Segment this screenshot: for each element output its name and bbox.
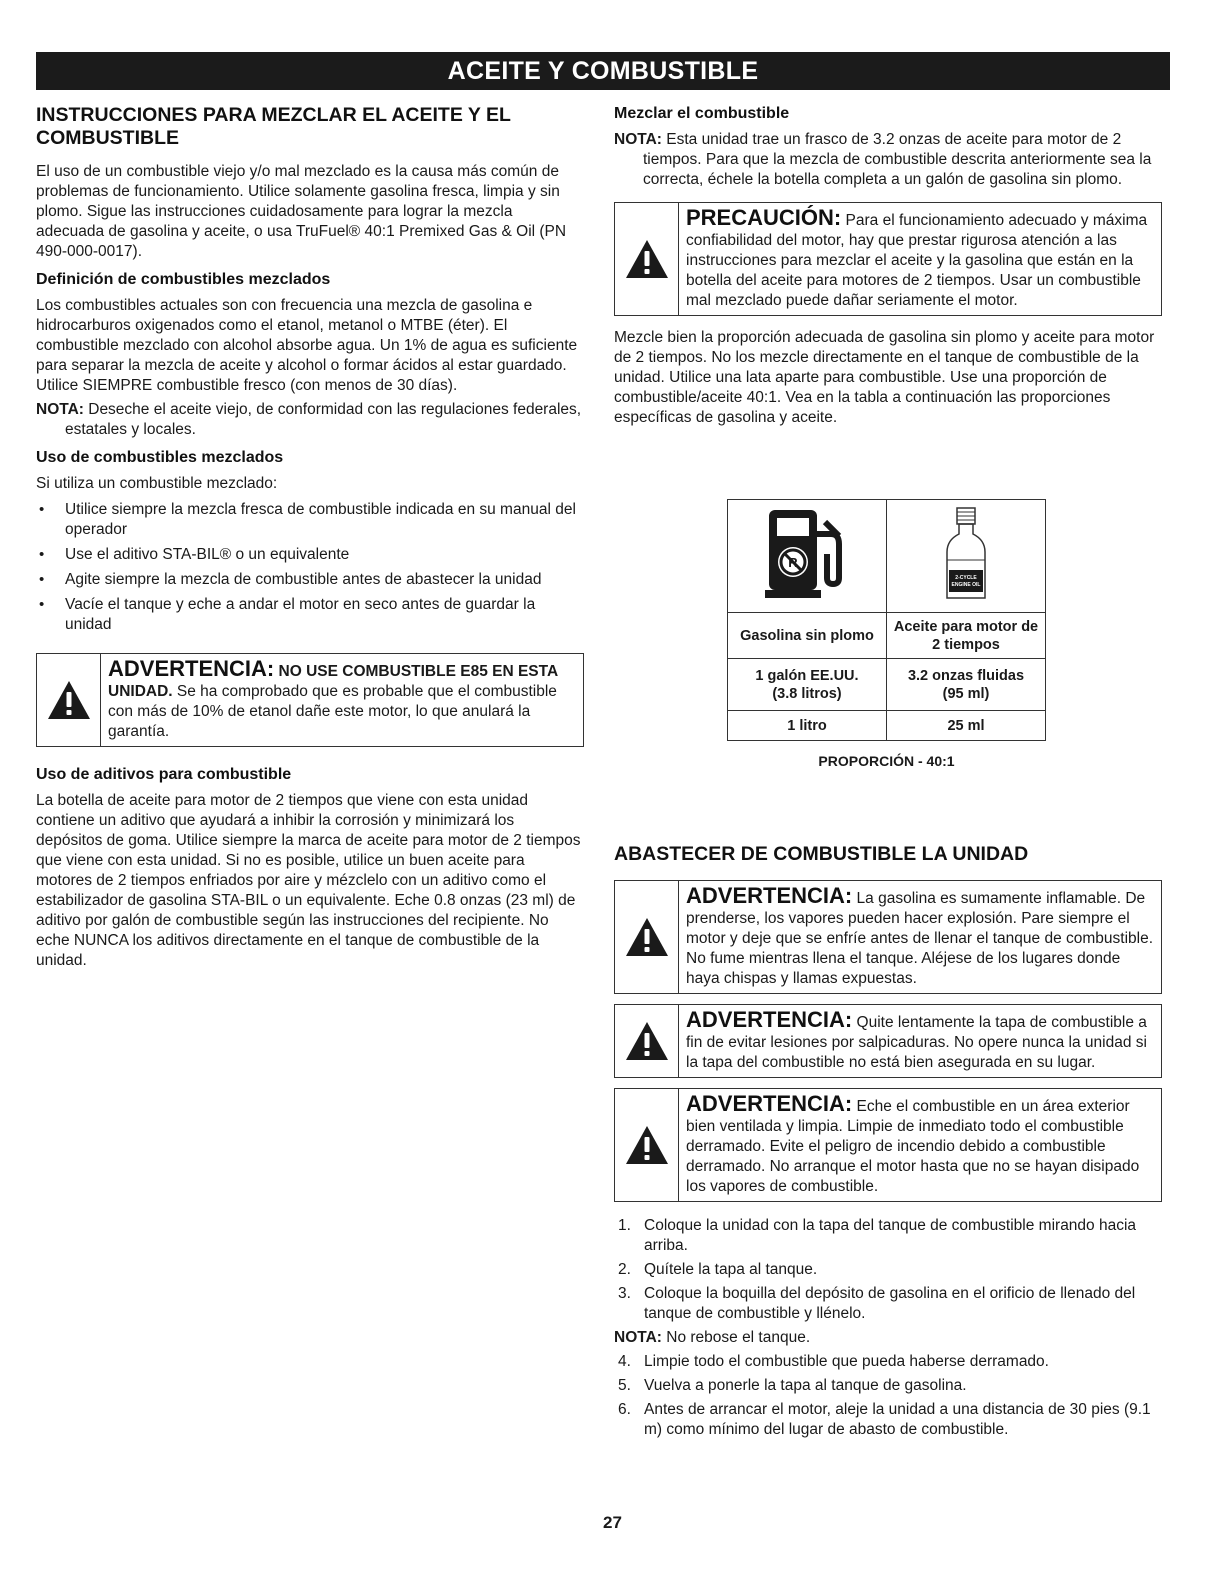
note-text: Esta unidad trae un frasco de 3.2 onzas de aceite para motor de 2 tiempos. Para que la mezcla de combustible descrita anteriormente sea la correcta, échele la botella completa a un galón de gasolina sin plomo. — [643, 131, 1152, 188]
oil-bottle-icon — [941, 504, 991, 604]
warning-bold-text: NO USE COMBUSTIBLE E85 EN ESTA UNIDAD. — [108, 663, 558, 700]
fueling-heading: ABASTECER DE COMBUSTIBLE LA UNIDAD — [614, 843, 1029, 865]
fueling-steps-list-continued — [614, 1352, 1162, 1440]
definition-paragraph: Los combustibles actuales son con frecuencia una mezcla de gasolina e hidrocarburos oxigenados como el etanol, metanol o MTBE (éter). El combustible mezclado con alcohol absorbe agua. Un 1% de agua es suficiente para separar la mezcla de aceite y alcohol o formar ácidos al estar guardado. Utilice SIEMPRE combustible fresco (con menos de 30 días). — [36, 297, 578, 394]
caution-title: PRECAUCIÓN: — [686, 205, 842, 230]
warning-icon-cell — [37, 654, 101, 746]
fuel-ratio-table — [727, 499, 1046, 741]
warning-icon-cell — [615, 1089, 679, 1201]
disposal-note — [36, 400, 584, 440]
caution-text — [679, 203, 1161, 315]
warning-triangle-icon — [624, 916, 670, 958]
warning-title: ADVERTENCIA: — [686, 1007, 853, 1032]
page-number: 27 — [603, 1513, 622, 1532]
ventilation-warning-box — [614, 1088, 1162, 1202]
svg-text:ENGINE OIL: ENGINE OIL — [951, 581, 981, 588]
note-label: NOTA: — [36, 401, 84, 418]
table-cell-ml: 25 ml — [887, 711, 1046, 741]
flammable-warning-box — [614, 880, 1162, 994]
intro-paragraph: El uso de un combustible viejo y/o mal mezclado es la causa más común de problemas de funcionamiento. Utilice solamente gasolina fresca, limpia y sin plomo. Sigue las instrucciones cuidadosamente para lograr la mezcla adecuada de gasolina y aceite, o usa TruFuel® 40:1 Premixed Gas & Oil (PN 490-000-0017). — [36, 163, 567, 260]
fueling-section — [614, 843, 1162, 1444]
warning-body: La gasolina es sumamente inflamable. De prenderse, los vapores pueden hacer explosión. Pare siempre el motor y deje que se enfríe antes de llenar el tanque de combustible. No fume mientras llena el tanque. Aléjese de los lugares donde haya chispas y llamas expuestas. — [686, 890, 1154, 987]
warning-icon-cell — [615, 203, 679, 315]
svg-text:2-CYCLE: 2-CYCLE — [955, 574, 977, 581]
list-item: 6. Antes de arrancar el motor, aleje la unidad a una distancia de 30 pies (9.1 m) como mínimo del lugar de abasto de combustible. — [618, 1401, 1151, 1438]
list-item: • Utilice siempre la mezcla fresca de combustible indicada en su manual del operador — [36, 500, 584, 540]
table-cell-oz: 3.2 onzas fluidas (95 ml) — [887, 659, 1046, 711]
list-item: 1. Coloque la unidad con la tapa del tanque de combustible mirando hacia arriba. — [618, 1217, 1137, 1254]
warning-text — [679, 1005, 1161, 1077]
warning-triangle-icon — [624, 1020, 670, 1062]
table-header-gasoline: Gasolina sin plomo — [728, 613, 887, 659]
mix-ratio-paragraph: Mezcle bien la proporción adecuada de gasolina sin plomo y aceite para motor de 2 tiempos. No los mezcle directamente en el tanque de combustible de la unidad. Utilice una lata aparte para combustible. Use una proporción de combustible/aceite 40:1. Vea en la tabla a continuación las proporciones específicas de gasolina y aceite. — [614, 329, 1155, 426]
gas-pump-icon — [759, 504, 855, 604]
warning-title: ADVERTENCIA: — [686, 883, 853, 908]
additives-heading: Uso de aditivos para combustible — [36, 766, 292, 783]
list-item: • Use el aditivo STA-BIL® o un equivalente — [36, 545, 584, 565]
mixed-fuel-use-intro: Si utiliza un combustible mezclado: — [36, 475, 278, 492]
table-header-oil: Aceite para motor de 2 tiempos — [887, 613, 1046, 659]
list-item: 2. Quítele la tapa al tanque. — [618, 1261, 818, 1278]
additives-paragraph: La botella de aceite para motor de 2 tiempos que viene con esta unidad contiene un aditivo que ayudará a inhibir la corrosión y minimizará los depósitos de goma. Utilice siempre la marca de aceite para motor de 2 tiempos que viene con esta unidad. Si no es posible, utilice un buen aceite para motores de 2 tiempos enfriados por aire y mézclelo con un aditivo como el estabilizador de gasolina STA-BIL o un equivalente. Eche 0.8 onzas (23 ml) de aditivo por galón de combustible según las instrucciones del recipiente. No eche NUNCA los aditivos directamente en el tanque de combustible de la unidad. — [36, 792, 581, 969]
section-title: ACEITE Y COMBUSTIBLE — [447, 57, 759, 85]
warning-title: ADVERTENCIA: — [108, 656, 275, 681]
svg-text:R: R — [788, 554, 798, 570]
ratio-caption: PROPORCIÓN - 40:1 — [818, 753, 955, 769]
warning-triangle-icon — [46, 679, 92, 721]
fueling-steps-list — [614, 1216, 1162, 1324]
list-item: 3. Coloque la boquilla del depósito de gasolina en el orificio de llenado del tanque de combustible y llénelo. — [618, 1285, 1136, 1322]
warning-triangle-icon — [624, 1124, 670, 1166]
note-label: NOTA: — [614, 1329, 662, 1346]
warning-icon-cell — [615, 881, 679, 993]
warning-text — [679, 1089, 1161, 1201]
warning-body: Se ha comprobado que es probable que el combustible con más de 10% de etanol dañe este motor, lo que anulará la garantía. — [108, 683, 557, 740]
mixing-instructions-heading: INSTRUCCIONES PARA MEZCLAR EL ACEITE Y EL COMBUSTIBLE — [36, 104, 511, 149]
mix-fuel-heading: Mezclar el combustible — [614, 105, 790, 122]
section-header-bar — [36, 52, 1170, 90]
gas-pump-icon-cell — [728, 500, 887, 613]
warning-icon-cell — [615, 1005, 679, 1077]
table-cell-liter: 1 litro — [728, 711, 887, 741]
mixed-fuel-bullet-list — [36, 500, 584, 635]
table-cell-gallon: 1 galón EE.UU. (3.8 litros) — [728, 659, 887, 711]
list-item: • Vacíe el tanque y eche a andar el motor en seco antes de guardar la unidad — [36, 595, 584, 635]
left-column — [36, 104, 584, 979]
warning-text — [679, 881, 1161, 993]
warning-body: Eche el combustible en un área exterior bien ventilada y limpia. Limpie de inmediato todo el combustible derramado. Evite el peligro de incendio debido a combustible derramado. No arranque el motor hasta que no se hayan disipado los vapores de combustible. — [686, 1098, 1140, 1195]
list-item: 4. Limpie todo el combustible que pueda haberse derramado. — [618, 1353, 1049, 1370]
cap-warning-box — [614, 1004, 1162, 1078]
list-item: • Agite siempre la mezcla de combustible antes de abastecer la unidad — [36, 570, 584, 590]
warning-title: ADVERTENCIA: — [686, 1091, 853, 1116]
warning-text — [101, 654, 583, 746]
list-item: 5. Vuelva a ponerle la tapa al tanque de gasolina. — [618, 1377, 967, 1394]
note-label: NOTA: — [614, 131, 662, 148]
e85-warning-box — [36, 653, 584, 747]
overfill-note — [614, 1328, 1162, 1348]
mix-fuel-note — [614, 130, 1162, 190]
warning-body: Quite lentamente la tapa de combustible a fin de evitar lesiones por salpicaduras. No opere nunca la unidad si la tapa del combustible no está bien asegurada en su lugar. — [686, 1014, 1147, 1071]
right-column — [614, 104, 1162, 436]
warning-triangle-icon — [624, 238, 670, 280]
note-text: No rebose el tanque. — [661, 1329, 811, 1346]
oil-bottle-icon-cell — [887, 500, 1046, 613]
mixed-fuel-use-heading: Uso de combustibles mezclados — [36, 449, 284, 466]
note-text: Deseche el aceite viejo, de conformidad con las regulaciones federales, estatales y locales. — [65, 401, 582, 438]
definition-heading: Definición de combustibles mezclados — [36, 271, 331, 288]
caution-box — [614, 202, 1162, 316]
caution-body: Para el funcionamiento adecuado y máxima confiabilidad del motor, hay que prestar rigurosa atención a las instrucciones para mezclar el aceite y la gasolina que están en la botella del aceite para motores de 2 tiempos. Usar un combustible mal mezclado puede dañar seriamente el motor. — [686, 212, 1148, 309]
